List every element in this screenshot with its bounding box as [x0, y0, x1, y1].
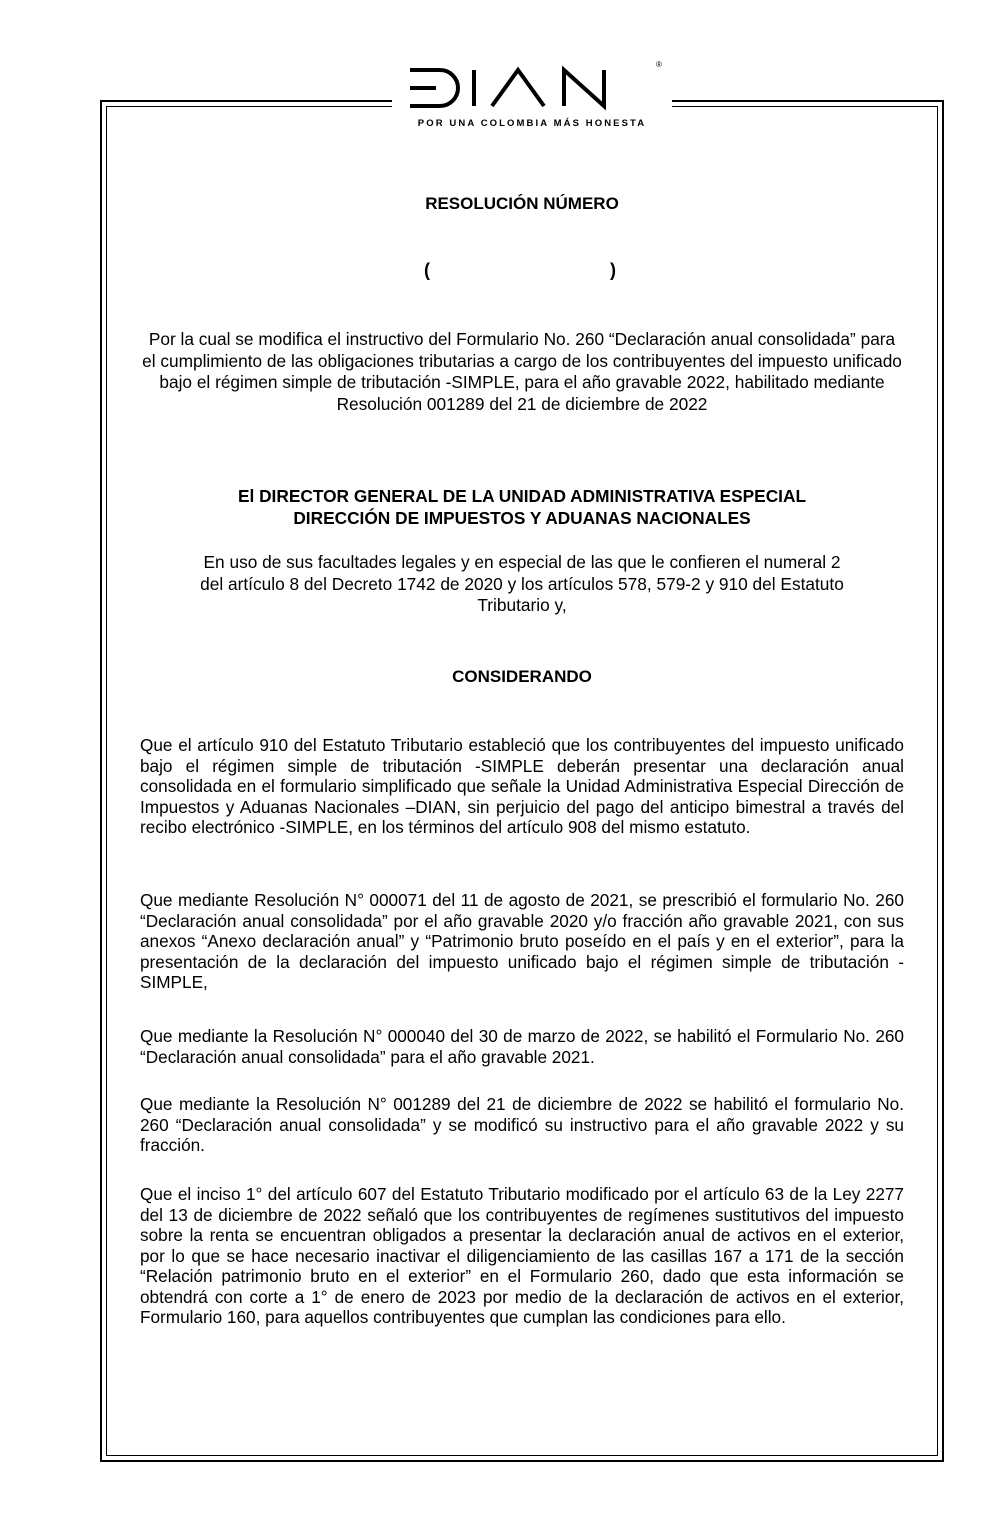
number-paren-close: ) — [610, 260, 616, 280]
considerando-paragraph-3: Que mediante la Resolución N° 000040 del 30 de marzo de 2022, se habilitó el Formulario No. 260 “Declaración anual consolidada” para el año gravable 2021. — [140, 1026, 904, 1067]
resolution-subject: Por la cual se modifica el instructivo del Formulario No. 260 “Declaración anual consolidada” para el cumplimiento de las obligaciones tributarias a cargo de los contribuyentes del impuesto unificado bajo el régimen simple de tributación -SIMPLE, para el año gravable 2022, habilitado mediante Resolución 001289 del 21 de diciembre de 2022 — [142, 329, 902, 414]
considerando-paragraph-2: Que mediante Resolución N° 000071 del 11 de agosto de 2021, se prescribió el formulario No. 260 “Declaración anual consolidada” por el año gravable 2020 y/o fracción año gravable 2021, con sus anexos “Anexo declaración anual” y “Patrimonio bruto poseído en el país y en el exterior”, para la presentación de la declaración del impuesto unificado bajo el régimen simple de tributación -SIMPLE, — [140, 890, 904, 992]
number-paren-open: ( — [424, 260, 430, 280]
legal-powers: En uso de sus facultades legales y en especial de las que le confieren el numeral 2 del artículo 8 del Decreto 1742 de 2020 y los artículos 578, 579-2 y 910 del Estatuto Tributario y, — [200, 552, 844, 615]
authority-line-1: El DIRECTOR GENERAL DE LA UNIDAD ADMINISTRATIVA ESPECIAL — [237, 486, 807, 506]
considerando-paragraph-1: Que el artículo 910 del Estatuto Tributario estableció que los contribuyentes del impuesto unificado bajo el régimen simple de tributación -SIMPLE deberán presentar una declaración anual consolidada en el formulario simplificado que señale la Unidad Administrativa Especial Dirección de Impuestos y Aduanas Nacionales –DIAN, sin perjuicio del pago del anticipo bimestral a través del recibo electrónico -SIMPLE, en los términos del artículo 908 del mismo estatuto. — [140, 735, 904, 837]
authority-line-2: DIRECCIÓN DE IMPUESTOS Y ADUANAS NACIONALES — [293, 508, 751, 528]
dian-logo — [392, 62, 672, 138]
considerando-paragraph-5: Que el inciso 1° del artículo 607 del Estatuto Tributario modificado por el artículo 63 de la Ley 2277 del 13 de diciembre de 2022 señaló que los contribuyentes de regímenes sustitutivos del impuesto sobre la renta se encuentran obligados a presentar la declaración anual de activos en el exterior, por lo que se hace necesario inactivar el diligenciamiento de las casillas 167 a 171 de la sección “Relación patrimonio bruto en el exterior” en el Formulario 260, dado que esta información se obtendrá con corte a 1° de enero de 2023 por medio de la declaración de activos en el exterior, Formulario 160, para aquellos contribuyentes que cumplan las condiciones para ello. — [140, 1184, 904, 1327]
considerando-paragraph-4: Que mediante la Resolución N° 001289 del 21 de diciembre de 2022 se habilitó el formulario No. 260 “Declaración anual consolidada” y se modificó su instructivo para el año gravable 2022 y su fracción. — [140, 1094, 904, 1155]
considerando-heading: CONSIDERANDO — [452, 667, 592, 686]
dian-logo-mark — [406, 64, 656, 112]
registered-mark: ® — [656, 60, 662, 69]
resolution-title: RESOLUCIÓN NÚMERO — [425, 194, 619, 213]
logo-tagline: POR UNA COLOMBIA MÁS HONESTA — [417, 118, 647, 129]
